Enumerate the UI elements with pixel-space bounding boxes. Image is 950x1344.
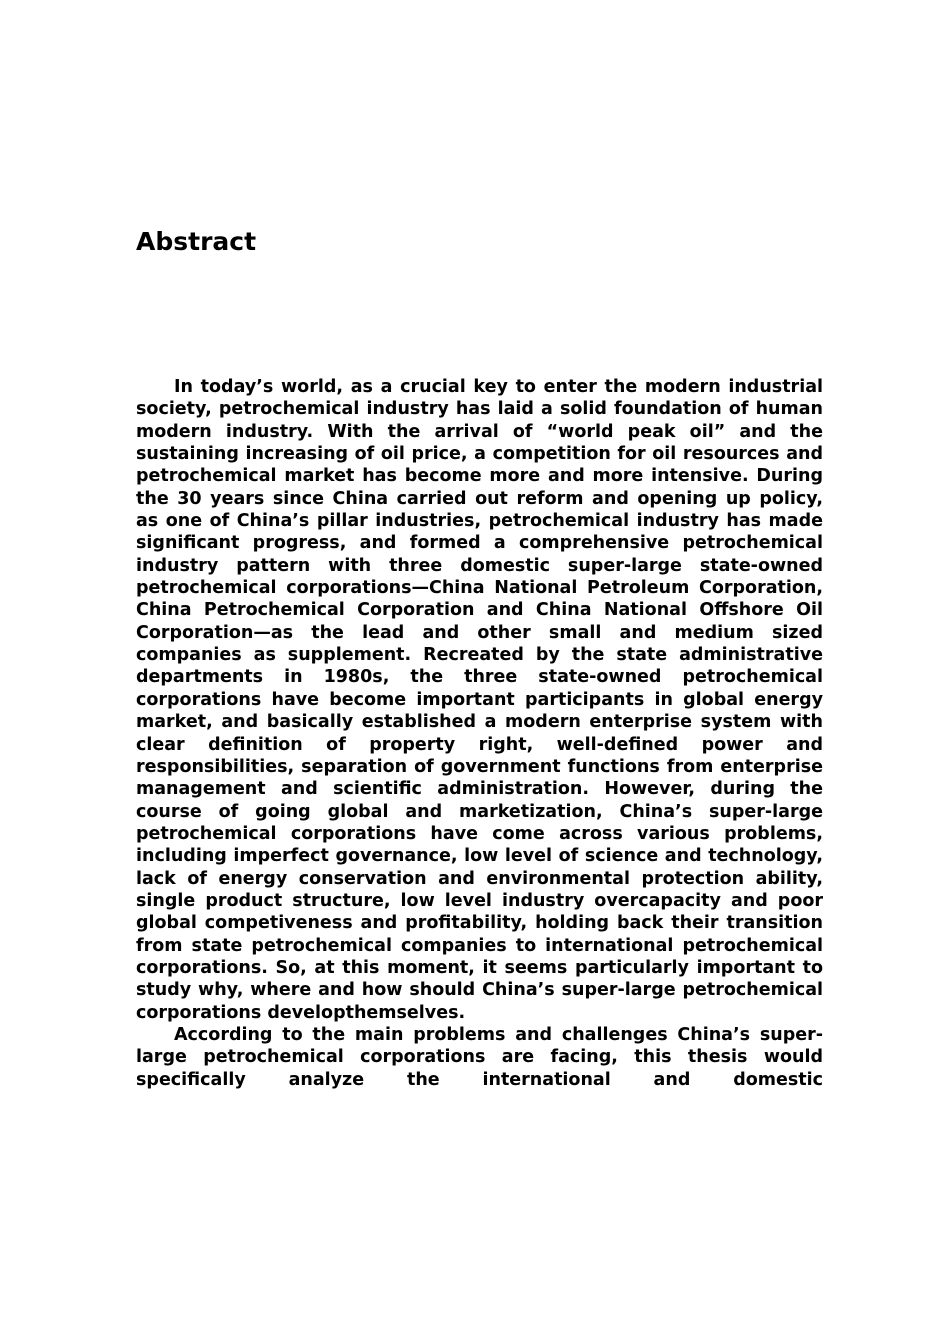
- abstract-paragraph-2: According to the main problems and challenges China’s super-large petrochemical corporations are facing, this thesis would specifically analyze the international and domestic: [136, 1024, 823, 1090]
- page-title: Abstract: [136, 227, 257, 256]
- abstract-paragraph-1: In today’s world, as a crucial key to enter the modern industrial society, petrochemical industry has laid a solid foundation of human modern industry. With the arrival of “world peak oil” and the sustaining increasing of oil price, a competition for oil resources and petrochemical market has become more and more intensive. During the 30 years since China carried out reform and opening up policy, as one of China’s pillar industries, petrochemical industry has made significant progress, and formed a comprehensive petrochemical industry pattern with three domestic super-large state-owned petrochemical corporations—China National Petroleum Corporation, China Petrochemical Corporation and China National Offshore Oil Corporation—as the lead and other small and medium sized companies as supplement. Recreated by the state administrative departments in 1980s, the three state-owned petrochemical corporations have become important participants in global energy market, and basically established a modern enterprise system with clear definition of property right, well-defined power and responsibilities, separation of government functions from enterprise management and scientific administration. However, during the course of going global and marketization, China’s super-large petrochemical corporations have come across various problems, including imperfect governance, low level of science and technology, lack of energy conservation and environmental protection ability, single product structure, low level industry overcapacity and poor global competiveness and profitability, holding back their transition from state petrochemical companies to international petrochemical corporations. So, at this moment, it seems particularly important to study why, where and how should China’s super-large petrochemical corporations developthemselves.: [136, 377, 823, 1023]
- abstract-body: [136, 376, 823, 1091]
